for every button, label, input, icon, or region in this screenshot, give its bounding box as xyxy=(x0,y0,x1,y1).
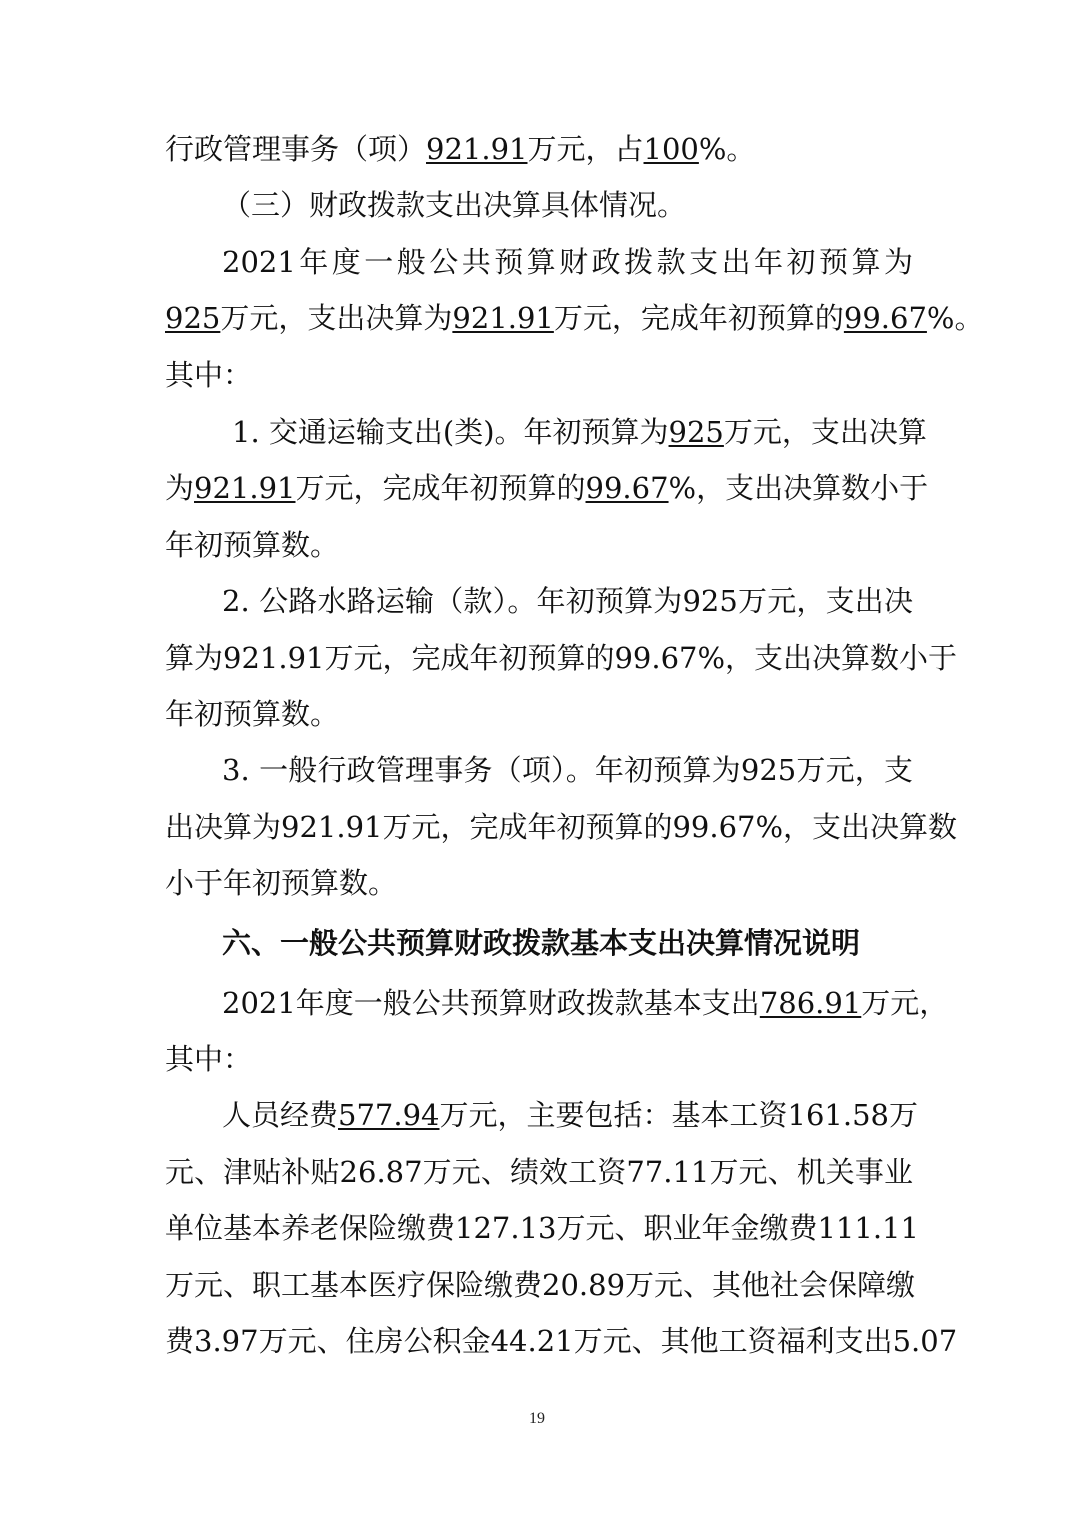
underlined-value: 786.91 xyxy=(759,986,862,1020)
text-line-3: 2021年度一般公共预算财政拨款支出年初预算为 xyxy=(222,245,913,279)
text-line-4: 925万元，支出决算为921.91万元，完成年初预算的99.67%。 xyxy=(165,301,984,335)
underlined-value: 921.91 xyxy=(194,471,296,505)
text-line-17: 其中： xyxy=(165,1042,253,1076)
text-line-18: 人员经费577.94万元，主要包括：基本工资161.58万 xyxy=(222,1098,918,1132)
text-line-8: 年初预算数。 xyxy=(165,528,340,562)
underlined-value: 577.94 xyxy=(338,1098,440,1132)
underlined-value: 99.67 xyxy=(585,471,669,505)
section-heading: 六、一般公共预算财政拨款基本支出决算情况说明 xyxy=(222,926,861,960)
text-line-5: 其中： xyxy=(165,358,253,392)
text-line-1: 行政管理事务（项）921.91万元，占100%。 xyxy=(165,132,756,166)
page-number: 19 xyxy=(529,1410,545,1427)
text-line-7: 为921.91万元，完成年初预算的99.67%，支出决算数小于 xyxy=(165,471,929,505)
text-line-9: 2. 公路水路运输（款）。年初预算为925万元，支出决 xyxy=(222,584,913,618)
underlined-value: 99.67 xyxy=(843,301,927,335)
underlined-value: 921.91 xyxy=(426,132,528,166)
text-line-12: 3. 一般行政管理事务（项）。年初预算为925万元，支 xyxy=(222,753,913,787)
underlined-value: 925 xyxy=(668,415,724,449)
text-line-13: 出决算为921.91万元，完成年初预算的99.67%，支出决算数 xyxy=(165,810,958,844)
text-line-21: 万元、职工基本医疗保险缴费20.89万元、其他社会保障缴 xyxy=(165,1268,916,1302)
text-line-22: 费3.97万元、住房公积金44.21万元、其他工资福利支出5.07 xyxy=(165,1324,958,1358)
text-line-19: 元、津贴补贴26.87万元、绩效工资77.11万元、机关事业 xyxy=(165,1155,913,1189)
underlined-value: 100 xyxy=(643,132,699,166)
sub-heading: （三）财政拨款支出决算具体情况。 xyxy=(222,188,687,222)
text-line-11: 年初预算数。 xyxy=(165,697,340,731)
underlined-value: 925 xyxy=(165,301,221,335)
text-line-20: 单位基本养老保险缴费127.13万元、职业年金缴费111.11 xyxy=(165,1211,919,1245)
underlined-value: 921.91 xyxy=(452,301,554,335)
text-line-16: 2021年度一般公共预算财政拨款基本支出786.91万元， xyxy=(222,986,949,1020)
text-line-14: 小于年初预算数。 xyxy=(165,866,398,900)
text-line-6: 1. 交通运输支出(类)。年初预算为925万元，支出决算 xyxy=(232,415,927,449)
text-line-10: 算为921.91万元，完成年初预算的99.67%，支出决算数小于 xyxy=(165,641,958,675)
